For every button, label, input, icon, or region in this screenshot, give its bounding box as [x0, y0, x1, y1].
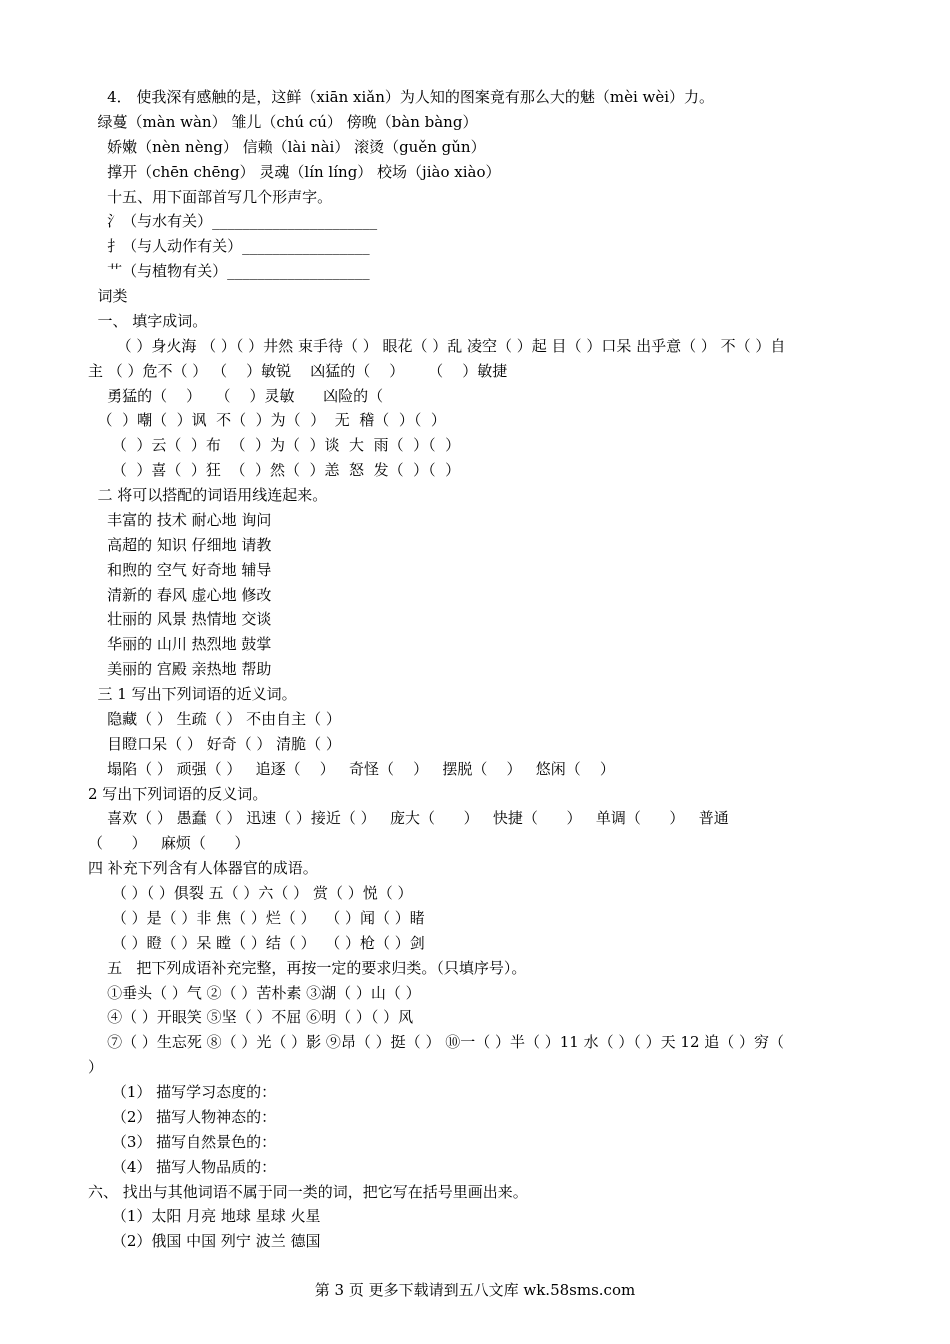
- text-line: （2） 描写人物神态的：: [88, 1108, 277, 1126]
- text-line: 丰富的 技术 耐心地 询问: [88, 511, 272, 529]
- text-line: 清新的 春风 虚心地 修改: [88, 586, 272, 604]
- text-line: ⑦（ ）生忘死 ⑧（ ）光（ ）影 ⑨昂（ ）挺（ ） ⑩一（ ）半（ ）11 水（ ）（ ）天 12 追（ ）穷（: [88, 1033, 785, 1051]
- text-line: 扌（与人动作有关）_________________: [88, 237, 370, 255]
- text-line: 四 补充下列含有人体器官的成语。: [88, 859, 318, 877]
- text-line: 娇嫩（nèn nèng） 信赖（lài nài） 滚烫（guěn gǔn）: [88, 138, 486, 156]
- text-line: 美丽的 宫殿 亲热地 帮助: [88, 660, 272, 678]
- text-line: 氵（与水有关）______________________: [88, 212, 378, 230]
- text-line: （4） 描写人物品质的：: [88, 1158, 277, 1176]
- text-line: 喜欢（ ） 愚蠢（ ） 迅速（ ）接近（ ） 庞大（ ） 快捷（ ） 单调（ ） 普通: [88, 809, 729, 827]
- text-line: 主 （ ）危不（ ） （ ）敏锐 凶猛的（ ） （ ）敏捷: [88, 362, 508, 380]
- text-line: 六、 找出与其他词语不属于同一类的词，把它写在括号里画出来。: [88, 1183, 528, 1201]
- text-line: （1）太阳 月亮 地球 星球 火星: [88, 1207, 321, 1225]
- text-line: 一、 填字成词。: [88, 312, 208, 330]
- text-line: （ ） 麻烦（ ）: [88, 834, 250, 852]
- text-line: ①垂头（ ）气 ②（ ）苦朴素 ③湖（ ）山（ ）: [88, 984, 421, 1002]
- text-line: （1） 描写学习态度的：: [88, 1083, 277, 1101]
- text-line: （3） 描写自然景色的：: [88, 1133, 277, 1151]
- text-line: （ ）云（ ）布 （ ）为（ ）谈 大 雨（ ）（ ）: [88, 436, 461, 454]
- text-line: 塌陷（ ） 顽强（ ） 追逐（ ） 奇怪（ ） 摆脱（ ） 悠闲（ ）: [88, 760, 615, 778]
- text-line: 二 将可以搭配的词语用线连起来。: [88, 486, 328, 504]
- text-line: 隐藏（ ） 生疏（ ） 不由自主（ ）: [88, 710, 341, 728]
- text-line: （ ）喜（ ）狂 （ ）然（ ）恙 怒 发（ ）（ ）: [88, 461, 461, 479]
- text-line: 高超的 知识 仔细地 请教: [88, 536, 272, 554]
- text-line: 目瞪口呆（ ） 好奇（ ） 清脆（ ）: [88, 735, 341, 753]
- page-footer: 第 3 页 更多下载请到五八文库 wk.58sms.com: [314, 1281, 636, 1299]
- text-line: 4． 使我深有感触的是，这鲜（xiān xiǎn）为人知的图案竟有那么大的魅（mèi wèi）力。: [88, 88, 715, 106]
- text-line: 五 把下列成语补充完整，再按一定的要求归类。（只填序号）。: [88, 959, 527, 977]
- text-line: 十五、用下面部首写几个形声字。: [88, 188, 333, 206]
- text-line: 勇猛的（ ） （ ）灵敏 凶险的（: [88, 387, 384, 405]
- text-line: （ ）身火海 （ ）（ ）井然 束手待（ ） 眼花（ ）乱 凌空（ ）起 目（ ）口呆 出乎意（ ） 不（ ）自: [88, 337, 786, 355]
- text-line: ）: [88, 1058, 104, 1076]
- text-line: 词类: [88, 287, 128, 305]
- text-line: （ ）嘲（ ）讽 不（ ）为（ ） 无 稽（ ）（ ）: [88, 411, 446, 429]
- text-line: （2）俄国 中国 列宁 波兰 德国: [88, 1232, 321, 1250]
- text-line: 2 写出下列词语的反义词。: [88, 785, 268, 803]
- text-line: 和煦的 空气 好奇地 辅导: [88, 561, 272, 579]
- text-line: 绿蔓（màn wàn） 雏儿（chú cú） 傍晚（bàn bàng）: [88, 113, 478, 131]
- text-line: 三 1 写出下列词语的近义词。: [88, 685, 297, 703]
- text-line: 艹（与植物有关）___________________: [88, 262, 370, 280]
- text-line: ④（ ）开眼笑 ⑤坚（ ）不屈 ⑥明（ ）（ ）风: [88, 1008, 414, 1026]
- text-line: （ ）瞪（ ）呆 瞠（ ）结（ ） （ ）枪（ ）剑: [88, 934, 425, 952]
- text-line: （ ）（ ）俱裂 五（ ）六（ ） 赏（ ）悦（ ）: [88, 884, 413, 902]
- text-line: 华丽的 山川 热烈地 鼓掌: [88, 635, 272, 653]
- text-line: 撑开（chēn chēng） 灵魂（lín líng） 校场（jiào xiào）: [88, 163, 501, 181]
- text-line: （ ）是（ ）非 焦（ ）烂（ ） （ ）闻（ ）睹: [88, 909, 425, 927]
- text-line: 壮丽的 风景 热情地 交谈: [88, 610, 272, 628]
